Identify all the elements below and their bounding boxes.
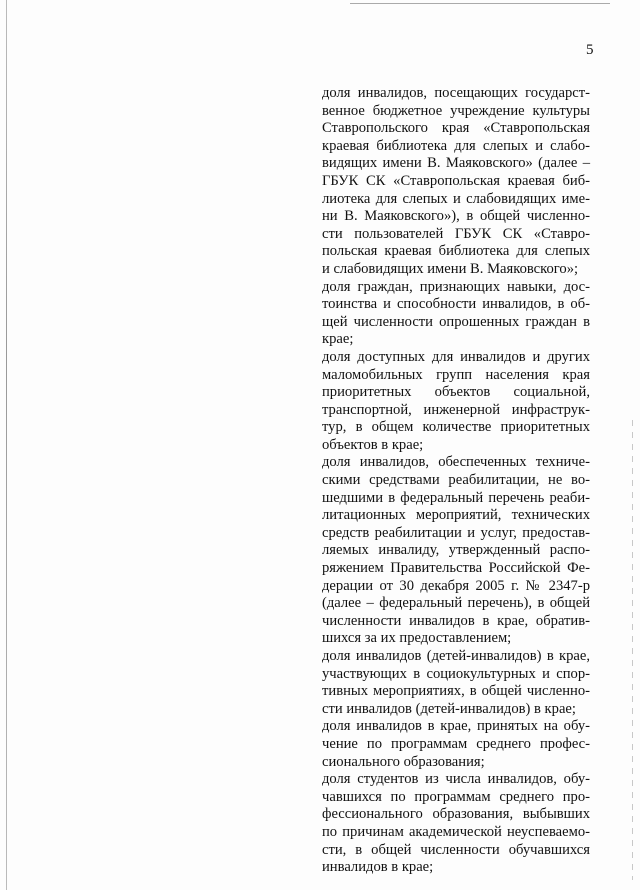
text-line: тур, в общем количестве приоритетных [322,419,590,436]
text-line: и слабовидящих имени В. Маяковского»; [322,260,579,277]
text-line: численности инвалидов в крае, обратив- [322,612,590,629]
text-line: доля инвалидов в крае, принятых на обу- [322,718,590,735]
text-line: венное бюджетное учреждение культуры [322,102,590,119]
text-line: тивных мероприятиях, в общей численно- [322,683,590,700]
text-line: польская краевая библиотека для слепых [322,243,590,260]
text-line: участвующих в социокультурных и спор- [322,665,590,682]
text-line: чавшихся по программам среднего про- [322,788,590,805]
text-line: шихся за их предоставлением; [322,630,512,647]
text-line: дерации от 30 декабря 2005 г. № 2347-р [322,577,590,594]
text-line: сионального образования; [322,753,485,770]
text-line: доля инвалидов, обеспеченных техниче- [322,454,590,471]
text-line: объектов в крае; [322,436,424,453]
scan-edge-left [6,0,7,890]
text-line: приоритетных объектов социальной, [322,384,590,401]
text-line: краевая библиотека для слепых и слабо- [322,137,590,154]
body-text [322,85,590,877]
text-line: сти пользователей ГБУК СК «Ставро- [322,225,590,242]
text-line: сти, в общей численности обучавшихся [322,841,590,858]
text-line: ляемых инвалиду, утвержденный распо- [322,542,590,559]
scan-edge-top [350,3,610,4]
text-line: щей численности опрошенных граждан в [322,313,590,330]
text-line: сти инвалидов (детей-инвалидов) в крае; [322,700,576,717]
text-line: лиотека для слепых и слабовидящих име- [322,190,590,207]
text-line: доля инвалидов (детей-инвалидов) в крае, [322,648,590,664]
text-line: маломобильных групп населения края [322,366,590,383]
text-line: ГБУК СК «Ставропольская краевая биб- [322,172,590,189]
text-line: доля студентов из числа инвалидов, обу- [322,771,590,788]
page-number: 5 [586,42,594,58]
text-line: Ставропольского края «Ставропольская [322,120,590,137]
text-line: литационных мероприятий, технических [322,507,590,524]
text-line: ряжением Правительства Российской Фе- [322,560,590,577]
text-line: чение по программам среднего профес- [322,735,590,752]
text-line: фессионального образования, выбывших [322,806,590,823]
text-line: по причинам академической неуспеваемо- [322,823,590,840]
text-line: доля инвалидов, посещающих государст- [322,85,590,101]
text-line: ни В. Маяковского»), в общей численно- [322,208,590,225]
text-line: видящих имени В. Маяковского» (далее – [322,155,590,172]
text-line: транспортной, инженерной инфраструк- [322,401,590,418]
text-line: доля граждан, признающих навыки, дос- [322,278,590,295]
text-line: инвалидов в крае; [322,859,434,876]
scan-edge-right [632,420,633,880]
text-line: средств реабилитации и услуг, предостав- [322,524,590,541]
text-line: скими средствами реабилитации, не во- [322,472,590,489]
text-line: (далее – федеральный перечень), в общей [322,595,590,612]
text-line: тоинства и способности инвалидов, в об- [322,296,590,313]
text-line: крае; [322,331,354,348]
text-line: шедшими в федеральный перечень реаби- [322,489,590,506]
text-line: доля доступных для инвалидов и других [322,348,590,365]
